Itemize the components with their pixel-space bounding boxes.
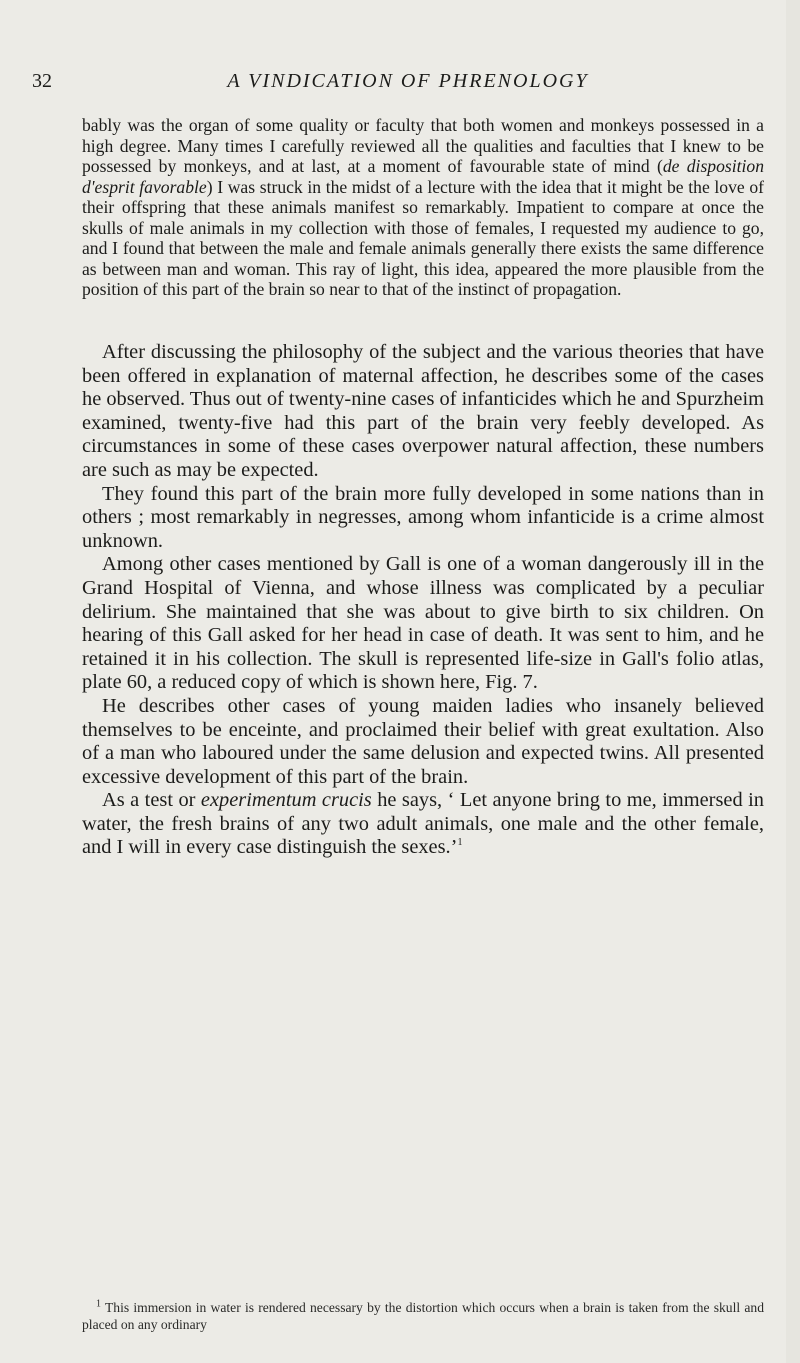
- quote-text-part-1: bably was the organ of some quality or faculty that both women and monkeys possessed in a high degree. Many times I carefully reviewed all the qualities and faculties that I knew to be possessed by monkeys, and at last, at a moment of favourable state of mind (: [82, 115, 764, 176]
- running-title: A VINDICATION OF PHRENOLOGY: [227, 70, 589, 92]
- body-paragraph-3: Among other cases mentioned by Gall is one of a woman dangerously ill in the Grand Hospital of Vienna, and whose illness was complicated by a peculiar delirium. She maintained that she was about to give birth to six children. On hearing of this Gall asked for her head in case of death. It was sent to him, and he retained it in his collection. The skull is represented life-size in Gall's folio atlas, plate 60, a reduced copy of which is shown here, Fig. 7.: [82, 553, 764, 694]
- body-p5-part-b: he says, ‘ Let anyone bring to me, immersed in water, the fresh brains of any two adult animals, one male and the other female, and I will in every case distinguish the sexes.’: [82, 789, 764, 859]
- footnote: [82, 1299, 764, 1333]
- footnote-marker: 1: [96, 1298, 101, 1310]
- footnote-reference: 1: [457, 837, 463, 849]
- body-p5-part-a: As a test or: [102, 789, 201, 812]
- body-text: [82, 341, 764, 860]
- body-paragraph-2: They found this part of the brain more fully developed in some nations than in others ; most remarkably in negresses, among whom infanticide is a crime almost unknown.: [82, 482, 764, 552]
- footnote-text: This immersion in water is rendered necessary by the distortion which occurs when a brain is taken from the skull and placed on any ordinary: [82, 1300, 764, 1332]
- quote-paragraph: [82, 115, 764, 300]
- body-p5-italic: experimentum crucis: [200, 789, 372, 812]
- footnote-paragraph: [82, 1299, 764, 1333]
- page-header: [32, 70, 772, 100]
- quote-text-part-2: ) I was struck in the midst of a lecture with the idea that it might be the love of their offspring that these animals manifest so remarkably. Impatient to compare at once the skulls of male animals in my collection with those of females, I requested my audience to go, and I found that between the male and female animals generally there exists the same difference as between man and woman. This ray of light, this idea, appeared the more plausible from the position of this part of the brain so near to that of the instinct of propagation.: [82, 176, 764, 299]
- body-paragraph-5: [82, 789, 764, 860]
- body-paragraph-1: After discussing the philosophy of the subject and the various theories that have been offered in explanation of maternal affection, he describes some of the cases he observed. Thus out of twenty-nine cases of infanticides which he and Spurzheim examined, twenty-five had this part of the brain very feebly developed. As circumstances in some of these cases overpower natural affection, these numbers are such as may be expected.: [82, 341, 764, 481]
- body-paragraph-4: He describes other cases of young maiden ladies who insanely believed themselves to be enceinte, and proclaimed their belief with great exultation. Also of a man who laboured under the same delusion and expected twins. All presented excessive development of this part of the brain.: [82, 694, 764, 788]
- page-number: 32: [32, 70, 52, 92]
- quote-italic-phrase: de disposition d'esprit favorable: [82, 156, 764, 197]
- page-edge-shading: [786, 0, 800, 1363]
- quoted-passage: [82, 115, 764, 300]
